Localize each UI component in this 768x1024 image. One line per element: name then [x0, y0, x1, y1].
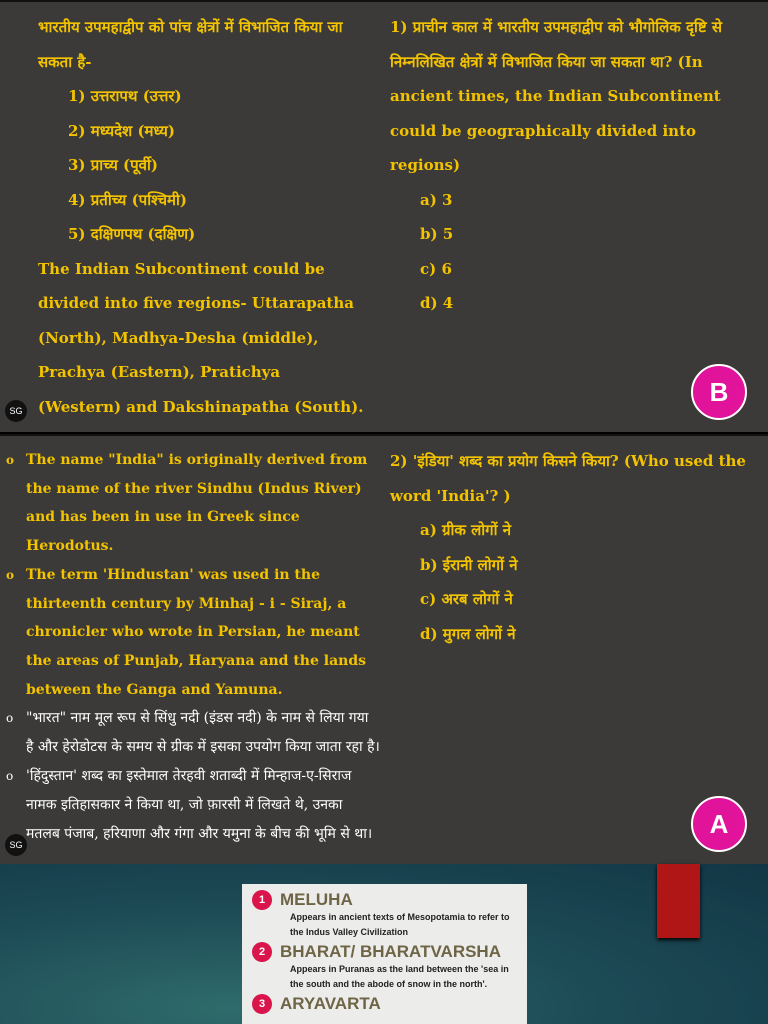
sg-logo: SG [5, 400, 27, 422]
question-text: 2) 'इंडिया' शब्द का प्रयोग किसने किया? (Who used the word 'India'? ) [390, 452, 746, 505]
english-summary: The Indian Subcontinent could be divided into five regions- Uttarapatha (North), Madhya-Desha (middle), Prachya (Eastern), Pratichya (Western) and Dakshinapatha (South). [38, 259, 364, 416]
option-c: c) अरब लोगों ने [420, 590, 513, 608]
name-desc: Appears in ancient texts of Mesopotamia to refer to the Indus Valley Civilization [290, 912, 510, 937]
hindi-point: o "भारत" नाम मूल रूप से सिंधु नदी (इंडस नदी) के नाम से लिया गया है और हेरोडोटस के समय से ग्रीक में इसका उपयोग किया जाता रहा है। [0, 704, 380, 762]
left-column [38, 10, 368, 424]
name-title: ARYAVARTA [280, 994, 381, 1013]
region-item: 1) उत्तरापथ (उत्तर) [68, 87, 182, 105]
option-d: d) मुगल लोगों ने [420, 624, 516, 643]
option-c: c) 6 [420, 259, 452, 278]
region-item: 4) प्रतीच्य (पश्चिमी) [68, 190, 187, 209]
answer-badge: B [691, 364, 747, 420]
name-desc: Appears in Puranas as the land between the 'sea in the south and the abode of snow in the north'. [290, 964, 509, 989]
slide-names-of-india [0, 864, 768, 1024]
number-icon: 2 [252, 942, 272, 962]
region-item: 5) दक्षिणपथ (दक्षिण) [68, 225, 196, 243]
region-item: 2) मध्यदेश (मध्य) [68, 121, 175, 140]
red-accent-bar [657, 864, 700, 938]
number-icon: 1 [252, 890, 272, 910]
region-item: 3) प्राच्य (पूर्वी) [68, 156, 158, 174]
sg-logo: SG [5, 834, 27, 856]
option-a: a) 3 [420, 190, 453, 209]
option-a: a) ग्रीक लोगों ने [420, 521, 512, 539]
name-title: MELUHA [280, 890, 353, 909]
hindi-point: o 'हिंदुस्तान' शब्द का इस्तेमाल तेरहवी शताब्दी में मिन्हाज-ए-सिराज नामक इतिहासकार ने किया था, जो फ़ारसी में लिखते थे, उनका मतलब पंजाब, हरियाणा और गंगा और यमुना के बीच की भूमि से था। [0, 762, 380, 849]
question-column [390, 10, 760, 321]
option-b: b) 5 [420, 225, 454, 243]
name-title: BHARAT/ BHARATVARSHA [280, 942, 501, 961]
slide-regions [0, 0, 768, 432]
english-point: o The name "India" is originally derived from the name of the river Sindhu (Indus River) and has been in use in Greek since Herodotus. [0, 446, 380, 561]
number-icon: 3 [252, 994, 272, 1014]
intro-hindi: भारतीय उपमहाद्वीप को पांच क्षेत्रों में विभाजित किया जा सकता है- [38, 18, 343, 71]
answer-badge: A [691, 796, 747, 852]
names-card [242, 884, 527, 1024]
question-text: 1) प्राचीन काल में भारतीय उपमहाद्वीप को भौगोलिक दृष्टि से निम्नलिखित क्षेत्रों में विभाजित किया जा सकता था? (In ancient times, the Indian Subcontinent could be geographically divided into regions) [390, 18, 723, 174]
question-column [390, 444, 760, 651]
english-point: o The term 'Hindustan' was used in the thirteenth century by Minhaj - i - Siraj, a chronicler who wrote in Persian, he meant the areas of Punjab, Haryana and the lands between the Ganga and Yamuna. [0, 561, 380, 705]
explanation-column [0, 446, 380, 849]
slide-india-name [0, 434, 768, 864]
option-b: b) ईरानी लोगों ने [420, 555, 518, 574]
option-d: d) 4 [420, 294, 454, 312]
